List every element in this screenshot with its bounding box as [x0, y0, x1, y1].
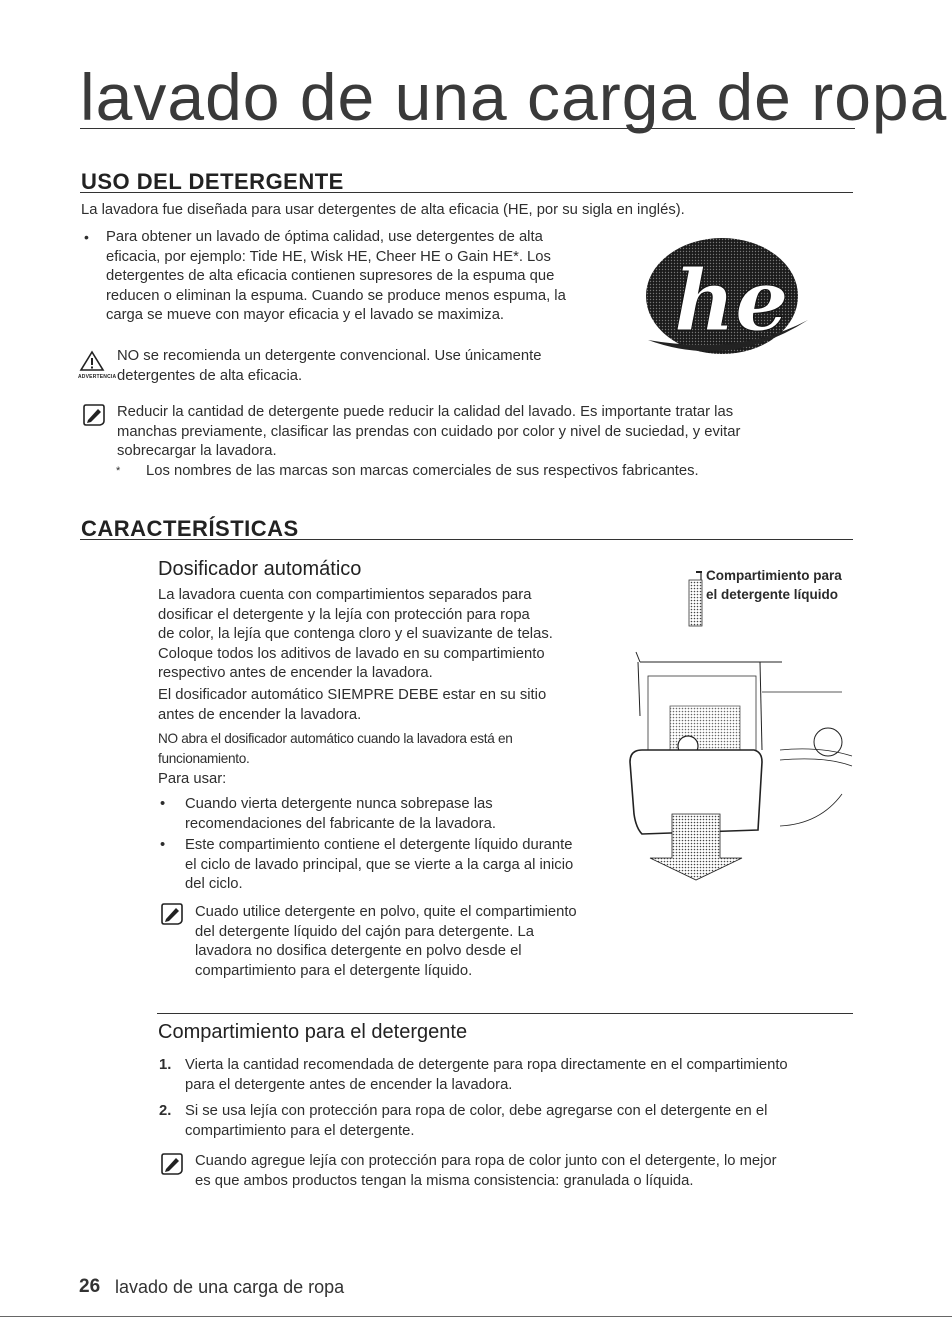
subsection-rule	[157, 1013, 853, 1014]
step-number: 1.	[159, 1057, 172, 1073]
usage-bullet-2: Este compartimiento contiene el detergente líquido durante el ciclo de lavado principal, que se vierte a la carga al inicio del ciclo.	[185, 837, 574, 892]
note-bleach-consistency: Cuando agregue lejía con protección para ropa de color junto con el detergente, lo mejor es que ambos productos tengan la misma consistencia: granulada o líquida.	[195, 1153, 777, 1189]
footnote-text: Los nombres de las marcas son marcas comerciales de sus respectivos fabricantes.	[146, 463, 699, 479]
step-2-text: Si se usa lejía con protección para ropa de color, debe agregarse con el detergente en el compartimiento para el detergente.	[185, 1103, 768, 1139]
step-1-text: Vierta la cantidad recomendada de detergente para ropa directamente en el compartimiento para el detergente antes de encender la lavadora.	[185, 1057, 788, 1093]
step-number: 2.	[159, 1103, 172, 1119]
usage-label: Para usar:	[158, 771, 227, 787]
section-rule	[80, 192, 853, 193]
subheading-compartment: Compartimiento para el detergente	[158, 1021, 468, 1043]
warning-line-2: detergentes de alta eficacia.	[117, 368, 303, 384]
note-icon	[160, 1153, 184, 1175]
page-title: lavado de una carga de ropa	[80, 60, 948, 134]
dispenser-para-1: La lavadora cuenta con compartimientos separados para dosificar el detergente y la lejía con protección para ropa de color, la lejía que contenga cloro y el suavizante de telas. Coloque todos los aditivos de lavado en su compartimiento respectivo antes de encender la lavadora.	[158, 587, 553, 681]
warning-line-1: NO se recomienda un detergente convencional. Use únicamente	[117, 348, 542, 364]
dispenser-para-2: El dosificador automático SIEMPRE DEBE estar en su sitio antes de encender la lavadora.	[158, 687, 547, 723]
section-heading-detergent: USO DEL DETERGENTE	[81, 169, 344, 194]
he-bullet-text: Para obtener un lavado de óptima calidad, use detergentes de alta eficacia, por ejemplo: Tide HE, Wisk HE, Cheer HE o Gain HE*. Los detergentes de alta eficacia contienen supresores de la espuma que reducen o eliminan la espuma. Cuando se produce menos espuma, la carga se mueve con mayor eficacia y el lavado se maximiza.	[106, 229, 566, 323]
note-powder-detergent: Cuado utilice detergente en polvo, quite el compartimiento del detergente líquido del cajón para detergente. La lavadora no dosifica detergente en polvo desde el compartimiento para el detergente líquido.	[195, 904, 577, 979]
figure-label: Compartimiento para el detergente líquido	[706, 568, 842, 602]
note-icon	[160, 903, 184, 925]
footnote-mark: *	[116, 465, 121, 477]
bullet-marker: •	[160, 837, 166, 853]
section-heading-features: CARACTERÍSTICAS	[81, 516, 299, 541]
running-title: lavado de una carga de ropa	[115, 1277, 345, 1297]
section-rule	[80, 539, 853, 540]
subheading-dispenser: Dosificador automático	[158, 558, 362, 580]
usage-bullet-1: Cuando vierta detergente nunca sobrepase las recomendaciones del fabricante de la lavadora.	[185, 796, 496, 832]
svg-text:he: he	[674, 251, 789, 350]
bottom-rule	[0, 1316, 952, 1317]
page-number: 26	[79, 1276, 101, 1297]
note-detergent-amount: Reducir la cantidad de detergente puede reducir la calidad del lavado. Es importante tratar las manchas previamente, clasificar las prendas con cuidado por color y nivel de suciedad, y evitar sobrecargar la lavadora.	[117, 404, 741, 459]
warning-caption: ADVERTENCIA	[78, 374, 117, 380]
bullet-marker: •	[84, 229, 89, 245]
dispenser-drawing-icon	[630, 566, 852, 882]
note-icon	[82, 404, 106, 426]
intro-text: La lavadora fue diseñada para usar detergentes de alta eficacia (HE, por su sigla en inglés).	[81, 202, 685, 218]
he-logo-icon	[640, 232, 812, 360]
bullet-marker: •	[160, 796, 166, 812]
warning-triangle-icon	[80, 351, 104, 371]
dispenser-para-3: NO abra el dosificador automático cuando la lavadora está en funcionamiento.	[158, 731, 513, 766]
